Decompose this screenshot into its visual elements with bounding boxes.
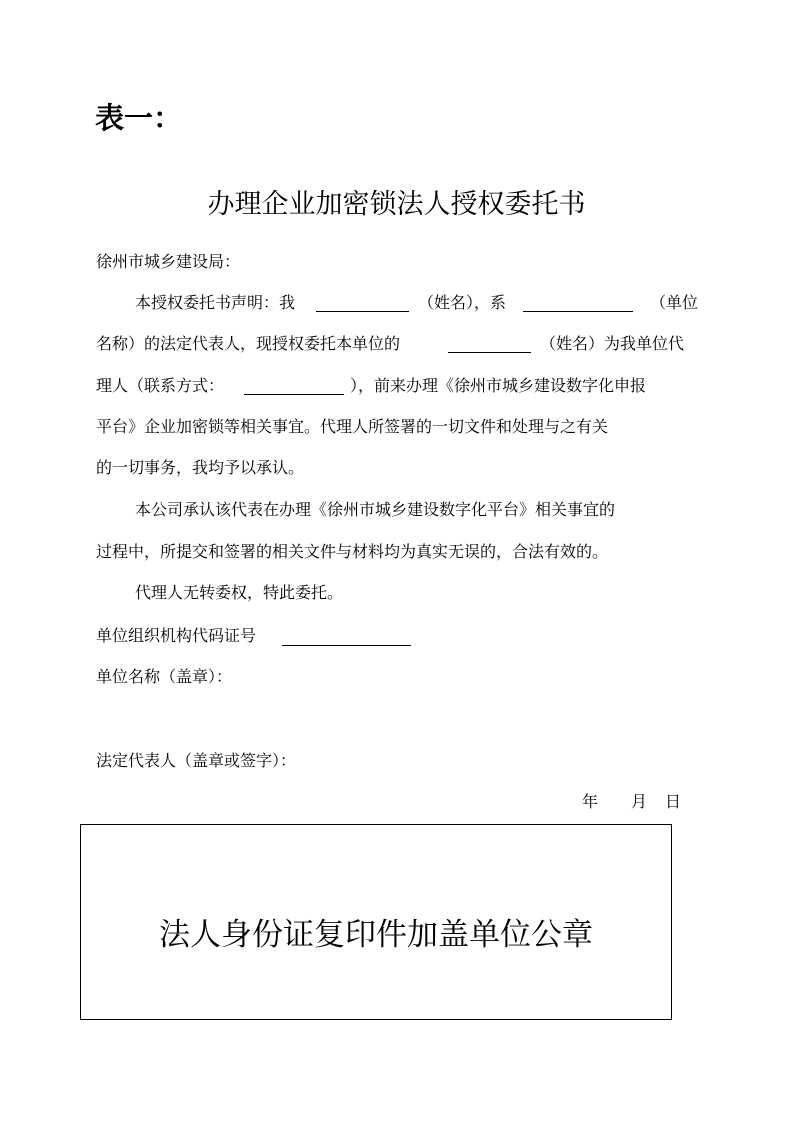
form-label: 表一： [95, 101, 183, 135]
para1-line2-end: （姓名）为我单位代 [540, 334, 685, 353]
contact-blank [244, 379, 344, 395]
unit-name-blank [523, 296, 633, 312]
para1-line1-start: 本授权委托书声明：我 [135, 293, 296, 312]
date-year: 年 [582, 792, 599, 811]
para3: 代理人无转委权，特此委托。 [135, 583, 344, 602]
date-day: 日 [665, 792, 682, 811]
para1-line3-end: ），前来办理《徐州市城乡建设数字化申报 [350, 376, 647, 395]
para1-line5: 的一切事务，我均予以承认。 [96, 458, 305, 477]
para1-line3-start: 理人（联系方式： [96, 376, 225, 395]
legal-rep-label: 法定代表人（盖章或签字）： [96, 751, 297, 770]
document-title: 办理企业加密锁法人授权委托书 [207, 189, 586, 220]
agent-name-blank [448, 337, 531, 353]
id-copy-box [80, 824, 672, 1020]
org-code-blank [282, 630, 411, 646]
addressee: 徐州市城乡建设局： [96, 252, 241, 271]
para1-line4: 平台》企业加密锁等相关事宜。代理人所签署的一切文件和处理与之有关 [96, 417, 609, 436]
para2-line2: 过程中，所提交和签署的相关文件与材料均为真实无误的，合法有效的。 [96, 542, 609, 561]
id-copy-box-text: 法人身份证复印件加盖单位公章 [159, 917, 593, 953]
para2-line1: 本公司承认该代表在办理《徐州市城乡建设数字化平台》相关事宜的 [135, 500, 616, 519]
date-month: 月 [631, 792, 648, 811]
para1-line1-mid: （姓名），系 [418, 293, 507, 312]
principal-name-blank [316, 296, 409, 312]
unit-name-label: 单位名称（盖章）： [96, 667, 233, 686]
para1-line2-start: 名称）的法定代表人，现授权委托本单位的 [96, 334, 401, 353]
para1-line1-end: （单位 [650, 293, 699, 312]
org-code-label: 单位组织机构代码证号 [96, 626, 257, 645]
